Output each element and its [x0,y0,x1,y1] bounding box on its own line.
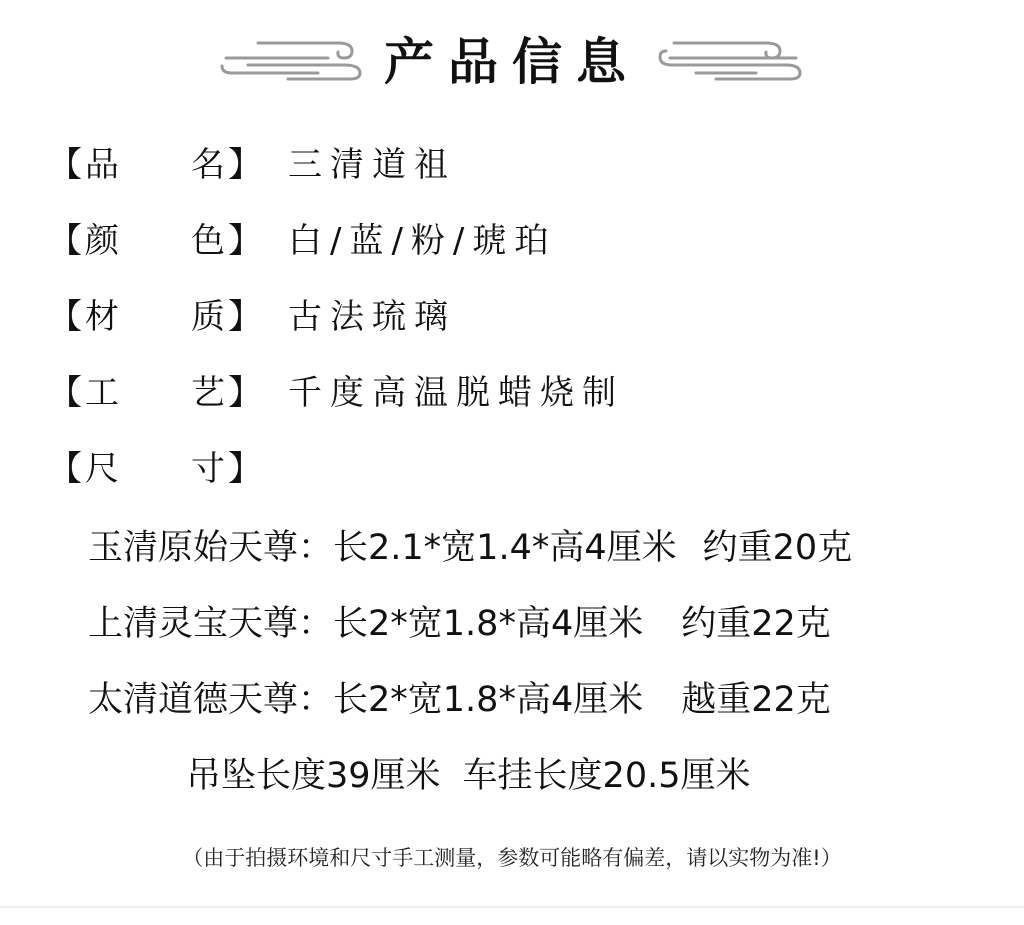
spec-key-first: 颜 [85,221,119,261]
spec-key-second: 质 [191,297,225,337]
spec-value: 古法琉璃 [288,297,456,337]
page-title: 产品信息 [384,32,640,91]
pendant-length: 吊坠长度39厘米 [186,756,441,796]
bracket-close: 】 [228,449,262,489]
size-dimensions: 长2*宽1.8*高4厘米 [333,604,644,644]
size-line [0,526,1024,570]
spec-key-second: 色 [191,221,225,261]
spec-key-first: 品 [85,145,119,185]
length-line [0,754,1024,798]
size-dimensions: 长2.1*宽1.4*高4厘米 [333,528,677,568]
bracket-close: 】 [228,221,262,261]
size-item-name: 太清道德天尊： [88,680,334,720]
bracket-close: 】 [228,373,262,413]
spec-row-material [48,297,456,337]
bracket-open: 【 [48,221,82,261]
size-weight: 越重22克 [681,680,831,720]
bottom-divider [0,906,1024,908]
bracket-open: 【 [48,145,82,185]
spec-key-second: 寸 [191,449,225,489]
spec-key-second: 名 [191,145,225,185]
disclaimer-note: （由于拍摄环境和尺寸手工测量，参数可能略有偏差，请以实物为准!） [182,846,842,870]
size-line [0,678,1024,722]
bracket-close: 】 [228,297,262,337]
spec-key-second: 艺 [191,373,225,413]
spec-value: 白/蓝/粉/琥珀 [288,221,557,261]
size-line [0,602,1024,646]
cloud-swirl-icon [656,33,806,83]
bracket-open: 【 [48,449,82,489]
spec-key-first: 材 [85,297,119,337]
spec-key-first: 工 [85,373,119,413]
bracket-close: 】 [228,145,262,185]
size-item-name: 上清灵宝天尊： [88,604,334,644]
size-item-name: 玉清原始天尊： [88,528,334,568]
size-weight: 约重20克 [702,528,853,568]
bracket-open: 【 [48,297,82,337]
spec-value: 千度高温脱蜡烧制 [288,373,624,413]
bracket-open: 【 [48,373,82,413]
spec-key-first: 尺 [85,449,119,489]
spec-row-craft [48,373,624,413]
size-weight: 约重22克 [681,604,831,644]
size-dimensions: 长2*宽1.8*高4厘米 [333,680,644,720]
spec-row-size [48,449,262,489]
car-hanger-length: 车挂长度20.5厘米 [462,756,751,796]
spec-row-color [48,221,556,261]
cloud-swirl-icon [218,33,368,83]
spec-row-name [48,145,456,185]
spec-value: 三清道祖 [288,145,456,185]
header [0,18,1024,98]
